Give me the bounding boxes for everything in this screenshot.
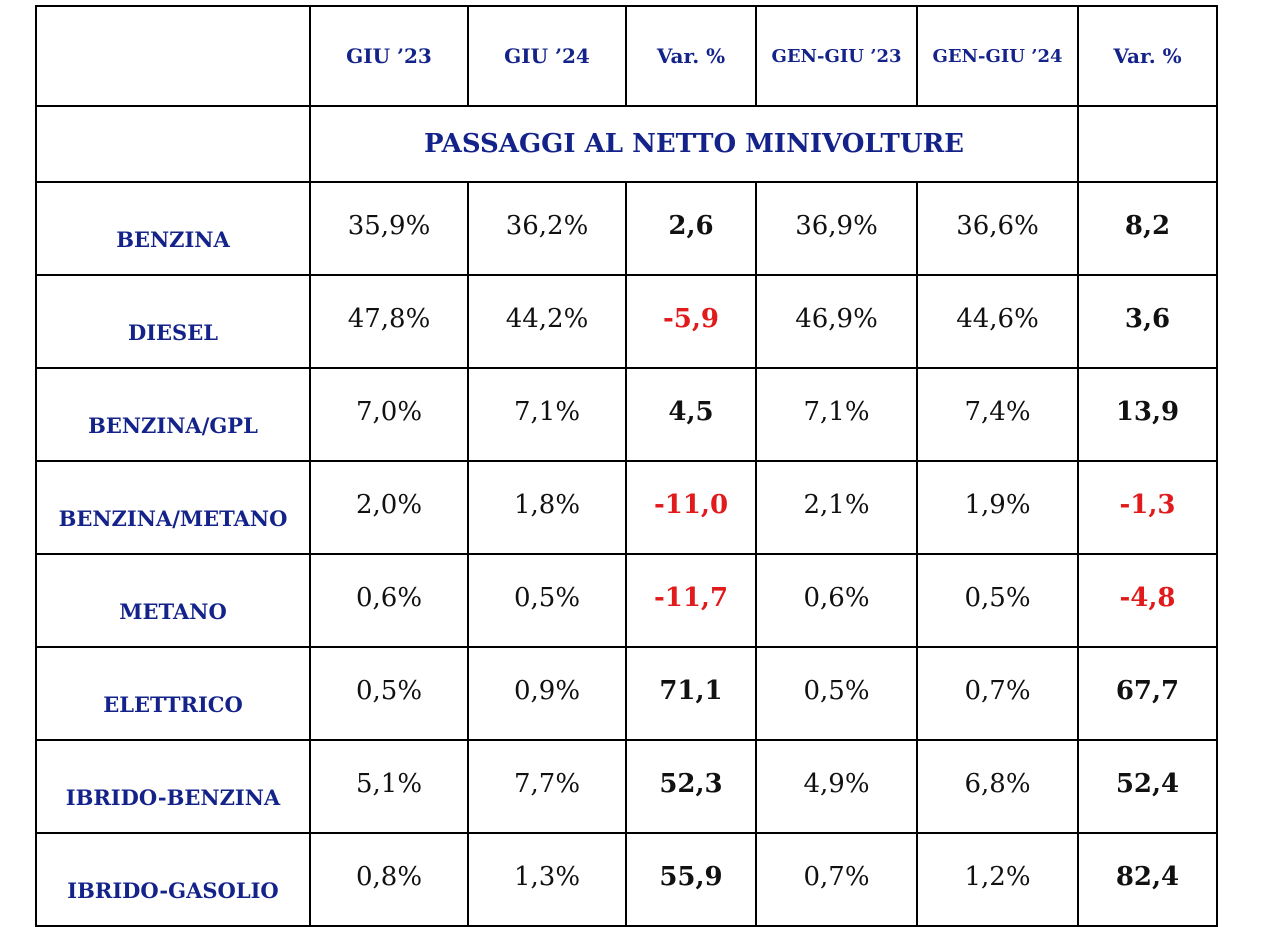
table-row [36, 275, 1217, 368]
cell-gen-giu-24: 1,2% [917, 833, 1078, 926]
table-row [36, 368, 1217, 461]
cell-giu-24: 36,2% [468, 182, 626, 275]
row-label: METANO [36, 554, 310, 647]
row-label: ELETTRICO [36, 647, 310, 740]
cell-gen-giu-23: 4,9% [756, 740, 917, 833]
table-row [36, 554, 1217, 647]
cell-gen-giu-24: 7,4% [917, 368, 1078, 461]
cell-gen-giu-24: 0,7% [917, 647, 1078, 740]
row-label: IBRIDO-GASOLIO [36, 833, 310, 926]
section-row [36, 106, 1217, 182]
cell-var-month: 71,1 [626, 647, 756, 740]
cell-gen-giu-24: 44,6% [917, 275, 1078, 368]
header-row [36, 6, 1217, 106]
header-giu-23: GIU ’23 [310, 6, 468, 106]
cell-giu-24: 7,1% [468, 368, 626, 461]
cell-var-ytd: 8,2 [1078, 182, 1217, 275]
header-gen-giu-23: GEN-GIU ’23 [756, 6, 917, 106]
table-row [36, 833, 1217, 926]
cell-giu-23: 35,9% [310, 182, 468, 275]
cell-var-ytd: 3,6 [1078, 275, 1217, 368]
cell-giu-23: 0,5% [310, 647, 468, 740]
cell-gen-giu-24: 1,9% [917, 461, 1078, 554]
fuel-market-table [35, 5, 1218, 927]
section-empty-left [36, 106, 310, 182]
section-empty-right [1078, 106, 1217, 182]
cell-var-ytd: -1,3 [1078, 461, 1217, 554]
cell-giu-24: 44,2% [468, 275, 626, 368]
row-label: IBRIDO-BENZINA [36, 740, 310, 833]
table-row [36, 647, 1217, 740]
cell-gen-giu-23: 46,9% [756, 275, 917, 368]
cell-giu-24: 0,9% [468, 647, 626, 740]
cell-giu-23: 5,1% [310, 740, 468, 833]
cell-giu-24: 1,3% [468, 833, 626, 926]
cell-gen-giu-23: 0,5% [756, 647, 917, 740]
cell-var-month: -11,0 [626, 461, 756, 554]
cell-gen-giu-24: 6,8% [917, 740, 1078, 833]
row-label: DIESEL [36, 275, 310, 368]
cell-var-month: -11,7 [626, 554, 756, 647]
cell-giu-23: 0,6% [310, 554, 468, 647]
cell-var-month: 2,6 [626, 182, 756, 275]
cell-gen-giu-23: 7,1% [756, 368, 917, 461]
cell-var-ytd: 82,4 [1078, 833, 1217, 926]
row-label: BENZINA/METANO [36, 461, 310, 554]
cell-gen-giu-24: 36,6% [917, 182, 1078, 275]
cell-giu-23: 7,0% [310, 368, 468, 461]
cell-gen-giu-23: 0,6% [756, 554, 917, 647]
table-row [36, 740, 1217, 833]
cell-gen-giu-23: 36,9% [756, 182, 917, 275]
cell-giu-23: 2,0% [310, 461, 468, 554]
cell-var-month: -5,9 [626, 275, 756, 368]
header-empty-cell [36, 6, 310, 106]
cell-var-ytd: -4,8 [1078, 554, 1217, 647]
cell-giu-23: 0,8% [310, 833, 468, 926]
cell-var-ytd: 13,9 [1078, 368, 1217, 461]
cell-var-month: 4,5 [626, 368, 756, 461]
header-gen-giu-24: GEN-GIU ’24 [917, 6, 1078, 106]
cell-var-ytd: 52,4 [1078, 740, 1217, 833]
cell-giu-23: 47,8% [310, 275, 468, 368]
header-var-month: Var. % [626, 6, 756, 106]
row-label: BENZINA/GPL [36, 368, 310, 461]
cell-gen-giu-24: 0,5% [917, 554, 1078, 647]
cell-gen-giu-23: 2,1% [756, 461, 917, 554]
cell-giu-24: 1,8% [468, 461, 626, 554]
cell-giu-24: 7,7% [468, 740, 626, 833]
cell-gen-giu-23: 0,7% [756, 833, 917, 926]
header-giu-24: GIU ’24 [468, 6, 626, 106]
row-label: BENZINA [36, 182, 310, 275]
section-title: PASSAGGI AL NETTO MINIVOLTURE [310, 106, 1078, 182]
cell-var-ytd: 67,7 [1078, 647, 1217, 740]
header-var-ytd: Var. % [1078, 6, 1217, 106]
table-row [36, 461, 1217, 554]
cell-var-month: 52,3 [626, 740, 756, 833]
cell-var-month: 55,9 [626, 833, 756, 926]
cell-giu-24: 0,5% [468, 554, 626, 647]
table-row [36, 182, 1217, 275]
